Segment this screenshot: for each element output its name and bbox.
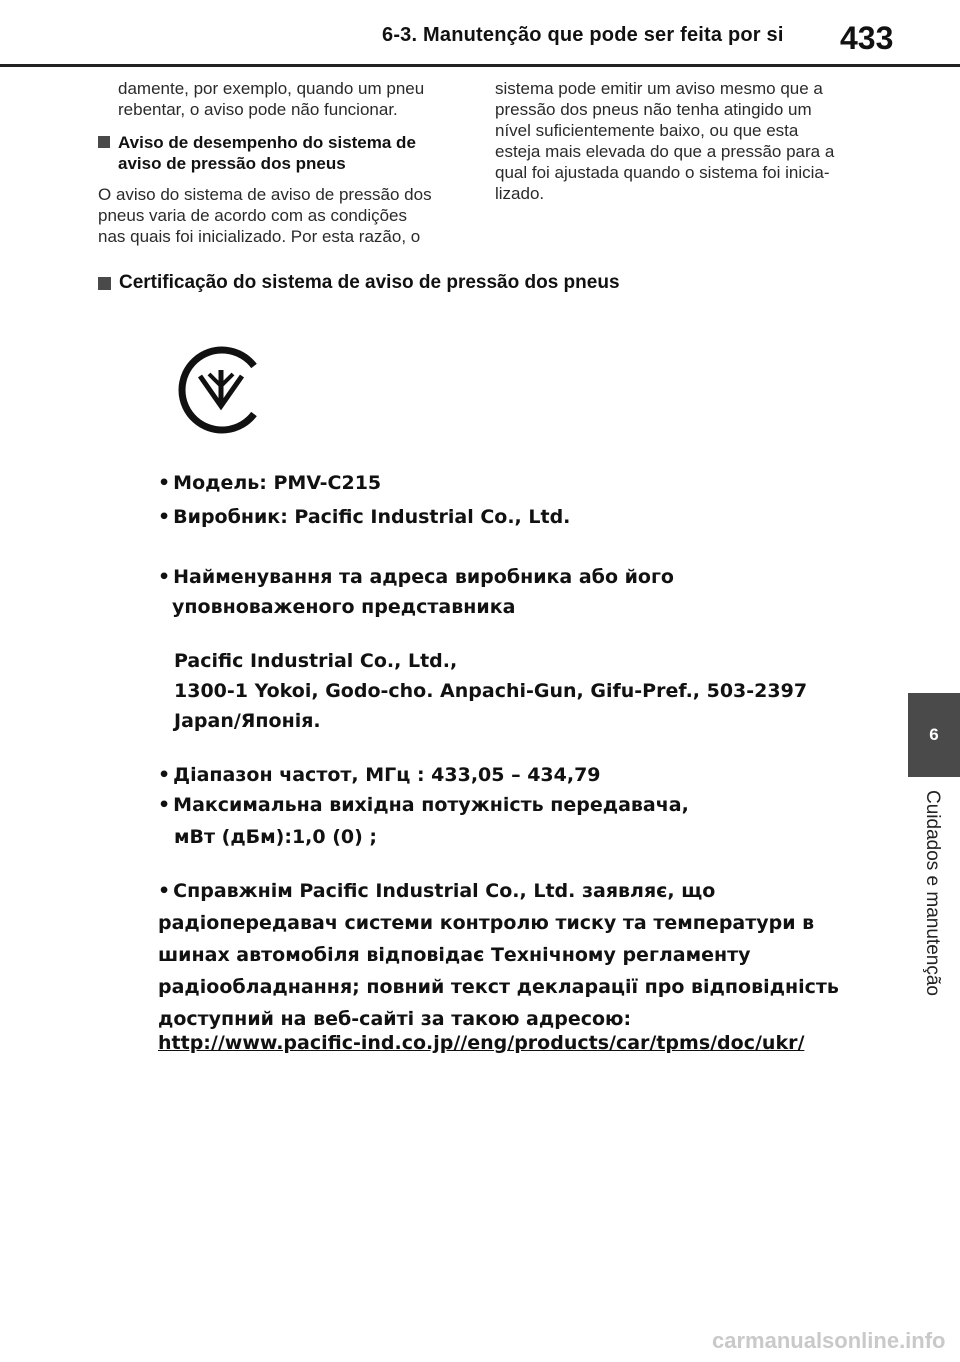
body-text-line: qual foi ajustada quando o sistema foi inicia-	[495, 163, 830, 182]
cert-power: мВт (дБм):1,0 (0) ;	[174, 826, 378, 848]
cert-address: Japan/Японія.	[174, 710, 321, 732]
certification-image	[150, 340, 839, 1060]
continued-text-line: damente, por exemplo, quando um pneu	[118, 79, 425, 98]
cert-rep-heading: • Найменування та адреса виробника або його	[158, 566, 674, 588]
right-column	[495, 78, 867, 204]
cert-declaration: доступний на веб-сайті за такою адресою:	[158, 1008, 632, 1030]
left-column	[98, 78, 468, 247]
body-text-line: esteja mais elevada do que a pressão para a	[495, 142, 835, 161]
cert-address: 1300-1 Yokoi, Godo-cho. Anpachi-Gun, Gifu-Pref., 503-2397	[174, 680, 808, 702]
cert-url-link[interactable]: http://www.pacific-ind.co.jp//eng/products/car/tpms/doc/ukr/	[158, 1032, 805, 1054]
section-title: 6-3. Manutenção que pode ser feita por si	[382, 24, 784, 46]
cert-declaration: • Справжнім Pacific Industrial Co., Ltd. заявляє, що	[158, 880, 716, 902]
cert-rep-heading: уповноваженого представника	[172, 596, 516, 618]
cert-declaration: радіообладнання; повний текст декларації про відповідність	[158, 976, 839, 998]
ukraine-conformity-mark-icon	[176, 340, 266, 440]
page-number: 433	[840, 20, 894, 56]
certification-heading-text: Certificação do sistema de aviso de pressão dos pneus	[119, 272, 620, 293]
watermark: carmanualsonline.info	[712, 1328, 946, 1353]
cert-manufacturer: • Виробник: Pacific Industrial Co., Ltd.	[158, 506, 571, 528]
body-text-line: lizado.	[495, 184, 545, 203]
header-divider	[0, 64, 960, 67]
subsection-heading-line: aviso de pressão dos pneus	[118, 154, 346, 173]
cert-model: • Модель: PMV-C215	[158, 472, 382, 494]
body-text-line: O aviso do sistema de aviso de pressão dos	[98, 185, 432, 204]
cert-frequency: • Діапазон частот, МГц : 433,05 – 434,79	[158, 764, 601, 786]
cert-declaration: шинах автомобіля відповідає Технічному регламенту	[158, 944, 751, 966]
subsection-heading	[98, 132, 468, 174]
body-text-line: pressão dos pneus não tenha atingido um	[495, 100, 812, 119]
body-text-line: nas quais foi inicializado. Por esta razão, o	[98, 227, 421, 246]
cert-power: • Максимальна вихідна потужність передавача,	[158, 794, 689, 816]
cert-address: Pacific Industrial Co., Ltd.,	[174, 650, 458, 672]
square-bullet-icon	[98, 136, 110, 148]
body-text-line: sistema pode emitir um aviso mesmo que a	[495, 79, 823, 98]
body-text-line: nível suficientemente baixo, ou que esta	[495, 121, 799, 140]
square-bullet-icon	[98, 277, 111, 290]
chapter-tab[interactable]: 6	[908, 693, 960, 777]
body-text-line: pneus varia de acordo com as condições	[98, 206, 408, 225]
subsection-heading-line: Aviso de desempenho do sistema de	[118, 133, 416, 152]
chapter-label: Cuidados e manutenção	[922, 790, 943, 996]
certification-heading	[98, 272, 620, 294]
cert-declaration: радіопередавач системи контролю тиску та температури в	[158, 912, 815, 934]
continued-text-line: rebentar, o aviso pode não funcionar.	[118, 100, 398, 119]
